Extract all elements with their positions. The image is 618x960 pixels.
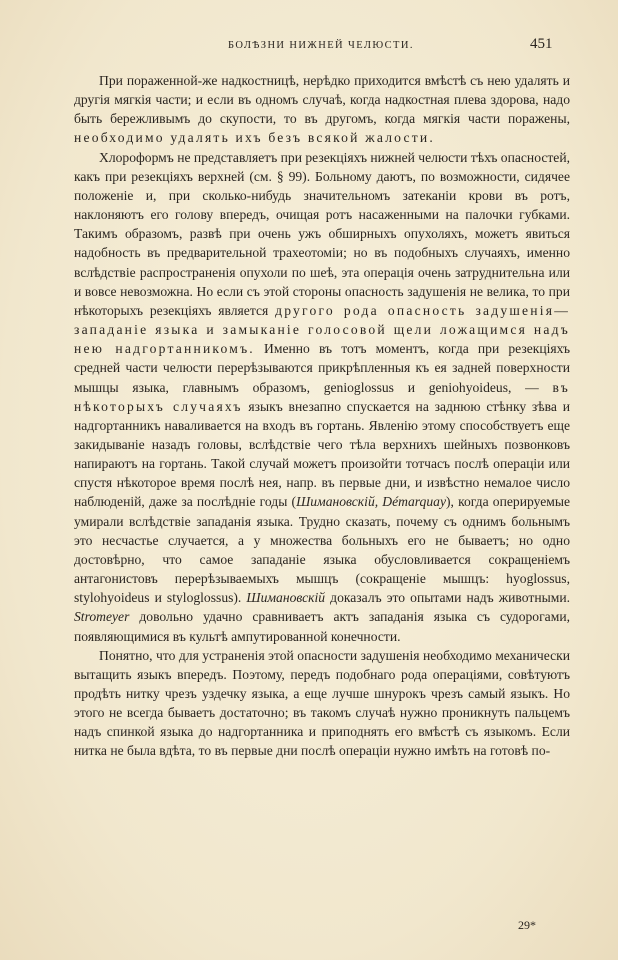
text-run: Понятно, что для устраненія этой опасности задушенія необходимо механически вытащить языкъ впередъ. Поэтому, передъ подобнаго рода операціями, совѣтуютъ продѣть нитку чрезъ уздечку языка, а еще лучше шнурокъ чрезъ самый языкъ. Но этого не всегда бываетъ достаточно; въ такомъ случаѣ нужно проникнуть пальцемъ надъ спинкой языка до надгортанника и приподнять его вмѣстѣ съ языкомъ. Если нитка не была вдѣта, то въ первые дни послѣ операціи нужно имѣть на готовѣ по- xyxy=(74,647,570,759)
page-header xyxy=(0,36,618,60)
text-run: доказалъ это опытами надъ животными. xyxy=(325,590,571,606)
body-text xyxy=(74,71,570,761)
page-number: 451 xyxy=(530,36,553,52)
text-run: ), когда оперируемые умирали вслѣдствіе западанія языка. Трудно сказать, почему съ однимъ больнымъ это несчастье случается, а у множества больныхъ его не бываетъ; но одно достовѣрно, что самое западаніе языка обусловливается сокращеніемъ антагонистовъ перерѣзываемыхъ мышцъ (сокращеніе мышцъ: hyoglossus, stylohyoideus и styloglossus). xyxy=(74,494,571,606)
text-run: Именно въ тотъ моментъ, когда при резекціяхъ средней части челюсти перерѣзываются прикрѣпленныя къ ея задней поверхности мышцы языка, главнымъ образомъ, genioglossus и geniohyoideus, — xyxy=(74,341,570,395)
paragraph-1 xyxy=(74,71,570,148)
paragraph-2 xyxy=(74,148,570,646)
emphasized-text: необходимо удалять ихъ безъ всякой жалости. xyxy=(74,130,435,146)
text-run: При пораженной-же надкостницѣ, нерѣдко приходится вмѣстѣ съ нею удалять и другія мягкія части; и если въ одномъ случаѣ, когда надкостная плева здорова, надо быть бережливымъ до скупости, то въ другомъ, когда мягкія части поражены, xyxy=(74,73,570,127)
text-run: языкъ внезапно спускается на заднюю стѣнку зѣва и надгортанникъ наваливается на входъ въ гортань. Явленію этому способствуетъ еще закидываніе назадъ головы, вслѣдствіе чего тѣла верхнихъ шейныхъ позвонковъ напираютъ на гортань. Такой случай можетъ произойти тотчасъ послѣ операціи или спустя нѣкоторое время послѣ нея, напр. въ первые дни, и извѣстно немалое число наблюденій, даже за послѣдніе годы ( xyxy=(74,398,570,510)
cited-authors: Шимановскій, Démarquay xyxy=(296,494,446,510)
author-name: Шимановскій xyxy=(246,590,326,606)
running-title: БОЛѢЗНИ НИЖНЕЙ ЧЕЛЮСТИ. xyxy=(228,40,414,51)
author-name: Stromeyer xyxy=(74,609,130,625)
emphasized-text: въ нѣкоторыхъ случаяхъ xyxy=(74,379,570,414)
text-run: Хлороформъ не представляетъ при резекціяхъ нижней челюсти тѣхъ опасностей, какъ при резекціяхъ верхней (см. § 99). Больному даютъ, по возможности, сидячее положеніе и, при сколько-нибудь значительномъ затеканіи крови въ ротъ, наклоняютъ его голову впередъ, очищая ротъ насаженными на палочки губками. Такимъ образомъ, развѣ при очень ужъ обширныхъ опухоляхъ, можетъ явиться надобность въ предварительной трахеотоміи; но въ подобныхъ случаяхъ, именно вслѣдствіе распространенія опухоли по шеѣ, эта операція очень затруднительна или и вовсе невозможна. Но если съ этой стороны опасность задушенія не велика, то при нѣкоторыхъ резекціяхъ является xyxy=(74,149,571,318)
signature-mark: 29* xyxy=(518,918,536,932)
text-run: довольно удачно сравниваетъ актъ западанія языка съ судорогами, появляющимися въ культѣ ампутированной конечности. xyxy=(74,609,570,644)
emphasized-text: другого рода опасность задушенія—западаніе языка и замыканіе голосовой щели ложащимся надъ нею надгортанникомъ. xyxy=(74,302,570,357)
paragraph-3 xyxy=(74,646,570,761)
